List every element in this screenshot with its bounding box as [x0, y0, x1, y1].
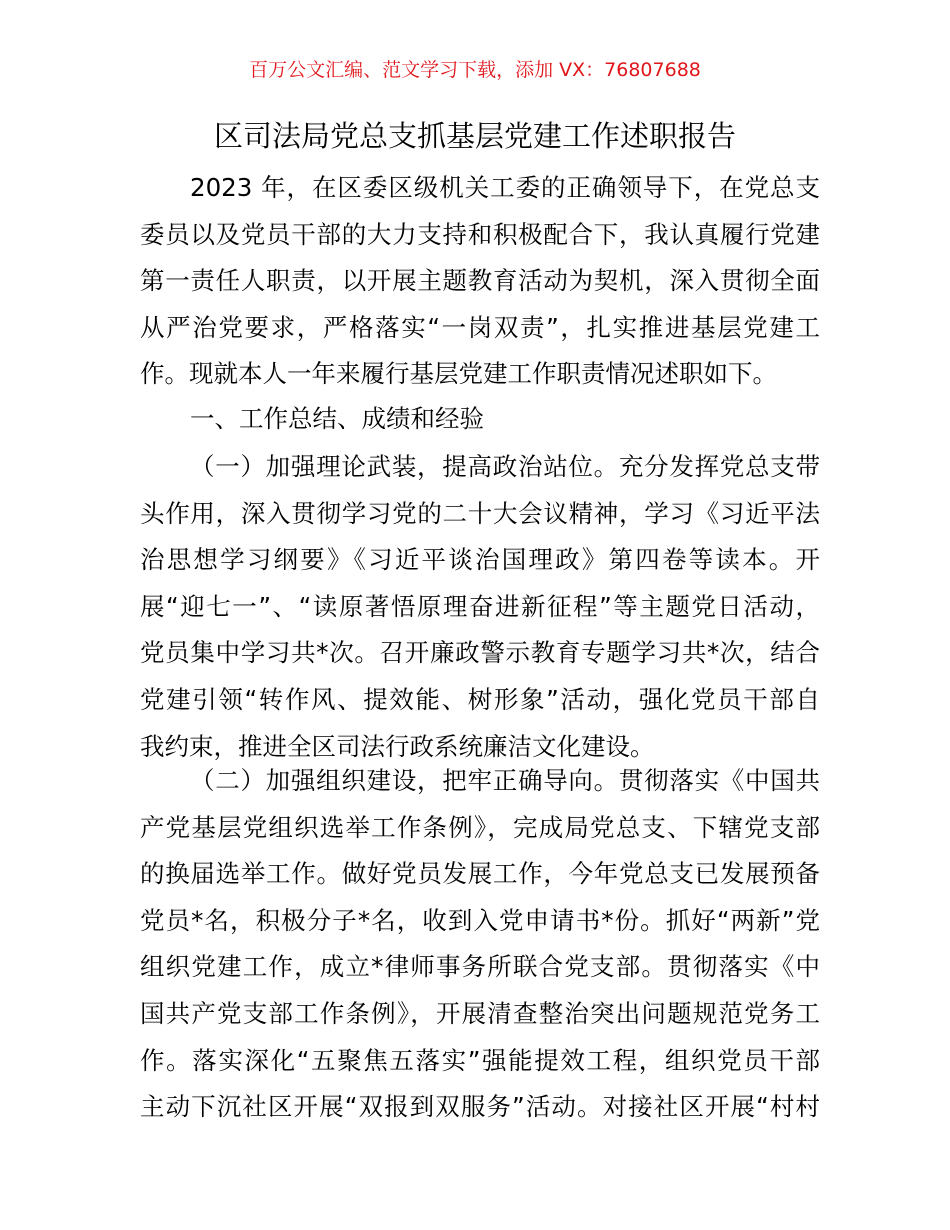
paragraph-line: 国共产党支部工作条例》，开展清查整治突出问题规范党务工: [140, 998, 820, 1028]
section-heading: 一、工作总结、成绩和经验: [190, 404, 484, 433]
paragraph-line: 头作用，深入贯彻学习党的二十大会议精神，学习《习近平法: [140, 498, 820, 528]
paragraph-line: 组织党建工作，成立*律师事务所联合党支部。贯彻落实《中: [140, 952, 820, 982]
promo-banner: 百万公文汇编、范文学习下载，添加 VX：76807688: [249, 59, 701, 81]
intro-paragraph: [140, 165, 820, 398]
paragraph-line: 2023 年，在区委区级机关工委的正确领导下，在党总支: [190, 173, 820, 202]
paragraph-line: 产党基层党组织选举工作条例》，完成局党总支、下辖党支部: [140, 812, 820, 842]
section-heading-block: [140, 396, 820, 443]
paragraph-line: （二）加强组织建设，把牢正确导向。贯彻落实《中国共: [190, 766, 820, 795]
part-two-paragraph: [140, 758, 820, 1131]
paragraph-line: 主动下沉社区开展“双报到双服务”活动。对接社区开展“村村: [140, 1092, 820, 1122]
paragraph-line: 作。落实深化“五聚焦五落实”强能提效工程，组织党员干部: [140, 1045, 820, 1075]
paragraph-line: 委员以及党员干部的大力支持和积极配合下，我认真履行党建: [140, 219, 820, 249]
paragraph-line: 第一责任人职责，以开展主题教育活动为契机，深入贯彻全面: [140, 266, 820, 296]
document-title: 区司法局党总支抓基层党建工作述职报告: [213, 119, 736, 153]
paragraph-line: 我约束，推进全区司法行政系统廉洁文化建设。: [140, 731, 655, 761]
paragraph-line: 展“迎七一”、“读原著悟原理奋进新征程”等主题党日活动，: [140, 591, 820, 621]
part-one-paragraph: [140, 444, 820, 770]
paragraph-line: 的换届选举工作。做好党员发展工作，今年党总支已发展预备: [140, 859, 820, 889]
paragraph-line: 党建引领“转作风、提效能、树形象”活动，强化党员干部自: [140, 684, 820, 714]
paragraph-line: 党员*名，积极分子*名，收到入党申请书*份。抓好“两新”党: [140, 905, 820, 935]
paragraph-line: （一）加强理论武装，提高政治站位。充分发挥党总支带: [190, 452, 820, 481]
paragraph-line: 治思想学习纲要》《习近平谈治国理政》第四卷等读本。开: [140, 545, 820, 575]
paragraph-line: 作。现就本人一年来履行基层党建工作职责情况述职如下。: [140, 359, 777, 389]
paragraph-line: 从严治党要求，严格落实“一岗双责”，扎实推进基层党建工: [140, 312, 820, 342]
paragraph-line: 党员集中学习共*次。召开廉政警示教育专题学习共*次，结合: [140, 638, 820, 668]
